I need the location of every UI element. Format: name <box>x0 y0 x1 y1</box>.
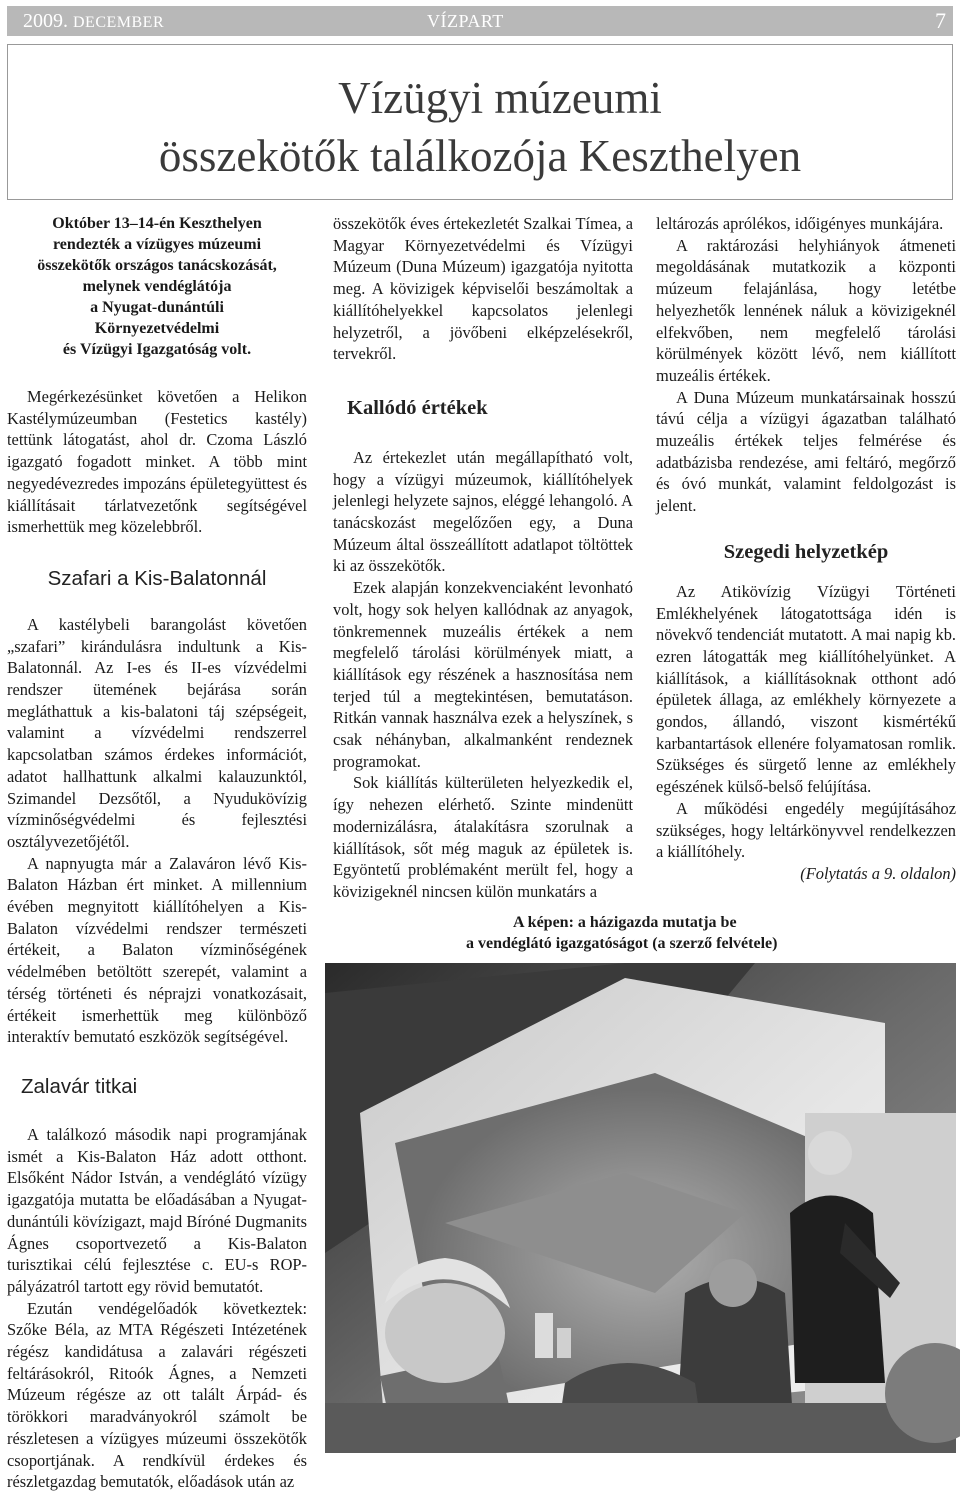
paragraph: Ezután vendégelőadók következtek: Szőke Béla, az MTA Régészeti Intézetének régész kandidátusa a zalavári régészeti feltárásokról, Ritoók Ágnes, a Nemzeti Múzeum régésze az ott talált Árpád- és törökkori maradványokról számolt be részletesen a vízügyes múzeumi összekötők csoportjának. A rendkívül érdekes és részletgazdag bemutatók, előadások után az <box>7 1298 307 1492</box>
issue-month: DECEMBER <box>73 14 165 31</box>
subheading-szeged: Szegedi helyzetkép <box>723 540 889 563</box>
lead-line: Környezetvédelmi <box>94 320 220 337</box>
paragraph: Sok kiállítás külterületen helyezkedik el, így nehezen elérhető. Szinte mindenütt modernizálásra, átalakításra szorulnak a kiállítások, sőt még maguk az épületek is. Egyöntetű problémaként merült fel, hogy a kövizigeknél nincsen külön munkatárs a <box>333 773 633 901</box>
paragraph: Megérkezésünket követően a Helikon Kastélymúzeumban (Festetics kastély) tettünk látogatást, ahol dr. Czoma László igazgató fogadott minket. A több mint negyedévezredes impozáns épületegyüttest és kiállításait tárlatvezetőnk segítségével ismerhettük meg közelebbről. <box>7 387 307 537</box>
subheading-szafari: Szafari a Kis-Balatonnál <box>47 566 267 590</box>
paragraph: A kastélybeli barangolást követően „szafari” kirándulásra indultunk a Kis-Balatonnál. Az I-es és II-es vízvédelmi rendszer ütemének bejárása során megláthattuk a kis-balatoni táj szépségeit, valamint a vízvédelmi rendszerrel kapcsolatban számos érdekes információt, adatot hallhattunk alkalmi kalauzunktól, Szimandel Dezsőtől, a Nyudukövízig vízminőségvédelmi és fejlesztési osztályvezetőjétől. <box>7 614 307 851</box>
lead-line: és Vízügyi Igazgatóság volt. <box>62 341 252 358</box>
article-title-line1: Vízügyi múzeumi <box>338 73 662 123</box>
header-bar <box>7 6 953 36</box>
caption-line2: a vendéglátó igazgatóságot (a szerző felvétele) <box>466 935 778 952</box>
paragraph: A találkozó második napi programjának ismét a Kis-Balaton Ház adott otthont. Elsőként Nádor István, a vendéglátó vízügy igazgatója mutatta be előadásában a Nyugat-dunántúli kövízigazt, majd Bíróné Dugmanits Ágnes csoportvezető a Kis-Balaton turisztikai célú fejlesztése c. EU-s ROP-pályázatról tartott egy rövid bemutatót. <box>7 1124 307 1296</box>
page-number: 7 <box>935 8 946 33</box>
continued-note: (Folytatás a 9. oldalon) <box>800 863 956 883</box>
paragraph: Az értekezlet után megállapítható volt, hogy a vízügyi múzeumok, kiállítóhelyek jelenlegi helyzete sajnos, eléggé lehangoló. A tanácskozást megelőzően egy, a Duna Múzeum által összeállított adatlapot töltöttek ki az összekötők. <box>333 447 633 576</box>
magazine-name: VÍZPART <box>427 11 504 31</box>
paragraph: A raktározási helyhiányok átmeneti megoldásának mutatkozik a központi múzeum felajánlása, hogy letétbe helyezhetők lennének náluk a kövizigeknél elfekvőben, nem megfelelő tárolási körülmények között lévő, nem kiállított muzeális értékek. <box>656 235 956 385</box>
article-title-line2: összekötők találkozója Keszthelyen <box>158 131 802 181</box>
lead-line: melynek vendéglátója <box>82 278 232 295</box>
paragraph: összekötők éves értekezletét Szalkai Tímea, a Magyar Környezetvédelmi és Vízügyi Múzeum (Duna Múzeum) igazgatója nyitotta meg. A kövizigek képviselői beszámoltak a kiállítóhelyekkel kapcsolatos jelenlegi helyzetről, a jövőbeni elképzelésekről, tervekről. <box>333 214 633 364</box>
meeting-photo <box>325 963 956 1453</box>
paragraph: A napnyugta már a Zalaváron lévő Kis-Balaton Házban ért minket. A millennium évében megnyitott kiállítóhelyen a Kis-Balaton vízvédelmi rendszer természeti értékeit, a Balaton vízminőségének védelmében betöltött szerepét, valamint a térség történeti és néprajzi vonatkozásait, értékeit ismerhettük meg különböző interaktív bemutató eszközök segítségével. <box>7 853 307 1047</box>
subheading-zalavar: Zalavár titkai <box>21 1074 138 1098</box>
paragraph: A Duna Múzeum munkatársainak hosszú távú célja a vízügyi ágazatban található muzeális értékek teljes felmérése és adatbázisba rendezése, ami feltáró, megőrző és óvó munkát, valamint feldolgozást is jelent. <box>656 387 956 516</box>
issue-date <box>23 11 164 33</box>
title-box <box>7 44 953 200</box>
paragraph: Az Atikövízig Vízügyi Történeti Emlékhelyének látogatottsága idén is növekvő tendenciát mutatott. A mai napig kb. ezren látogatták meg kiállítóhelyünket. A kiállítások, a kiállításoknak otthont adó épületek állaga, az emlékhely környezete a gondos, állandó, viszont kismértékű karbantartások ellenére folyamatosan romlik. Szükséges és sürgető lenne az emlékhely egészének külső-belső felújítása. <box>656 581 956 797</box>
paragraph: A működési engedély megújításához szükséges, hogy leltárkönyvvel rendelkezzen a kiállítóhely. <box>656 798 956 862</box>
paragraph: leltározás aprólékos, időigényes munkájára. <box>656 214 944 233</box>
lead-line: rendezték a vízügyes múzeumi <box>52 236 262 253</box>
paragraph: Ezek alapján konzekvenciaként levonható volt, hogy sok helyen kallódnak az anyagok, tönkremennek muzeális értékek a nem megfelelő tárolási körülmények miatt, a kiállítások egy részének a hasznosítása nem terjed túl a megtekintésen, bemutatáson. Ritkán vannak használva ezek a helyszínek, s csak néhányban, alkalmanként rendeznek programokat. <box>333 578 633 771</box>
column-2 <box>333 213 633 903</box>
lead-line: Október 13–14-én Keszthelyen <box>52 215 262 232</box>
lead-line: összekötők országos tanácskozását, <box>37 257 277 274</box>
column-3 <box>656 213 956 885</box>
photo-illustration <box>325 963 956 1453</box>
lead-paragraph <box>7 213 307 360</box>
caption-line1: A képen: a házigazda mutatja be <box>513 914 737 931</box>
column-1 <box>7 213 307 1493</box>
lead-line: a Nyugat-dunántúli <box>90 299 224 316</box>
issue-year: 2009. <box>23 10 68 32</box>
photo-caption <box>400 912 940 954</box>
subheading-kallodo: Kallódó értékek <box>347 396 488 419</box>
